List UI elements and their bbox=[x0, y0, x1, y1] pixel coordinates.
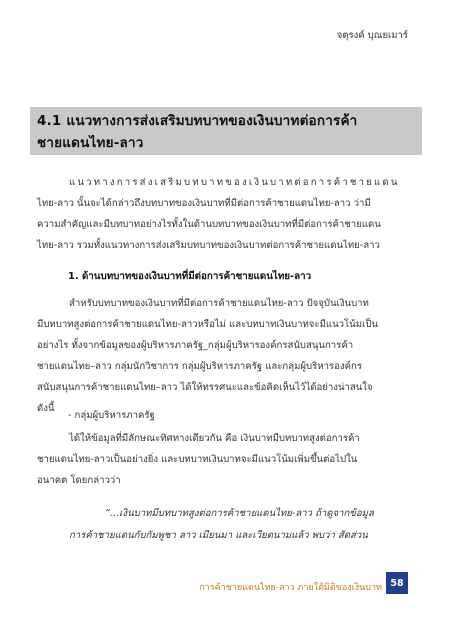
subsection-heading: 1. ด้านบทบาทของเงินบาทที่มีต่อการค้าชายแดนไทย-ลาว bbox=[68, 271, 312, 282]
intro-line-4: ไทย-ลาว รวมทั้งแนวทางการส่งเสริมบทบาทของเงินบาทต่อการค้าชายแดนไทย-ลาว bbox=[37, 240, 380, 251]
group-bullet: - กลุ่มผู้บริหารภาครัฐ bbox=[68, 410, 155, 421]
quote-block bbox=[37, 503, 417, 547]
subsection-line-2: มีบทบาทสูงต่อการค้าชายแดนไทย-ลาวหรือไม่ และบทบาทเงินบาทจะมีแนวโน้มเป็น bbox=[37, 319, 378, 330]
subsection-line-5: สนับสนุนการค้าชายแดนไทย–ลาว ได้ให้ทรรศนะและข้อคิดเห็นไว้ได้อย่างน่าสนใจ bbox=[37, 382, 373, 393]
subsection-line-4: ชายแดนไทย–ลาว กลุ่มนักวิชาการ กลุ่มผู้บริหารภาครัฐ และกลุ่มผู้บริหารองค์กร bbox=[37, 361, 362, 372]
subsection-paragraph bbox=[37, 293, 417, 419]
intro-paragraph bbox=[37, 172, 417, 256]
group-line-1: ได้ให้ข้อมูลที่มีลักษณะทิศทางเดียวกัน คือ เงินบาทมีบทบาทสูงต่อการค้า bbox=[69, 433, 360, 444]
group-line-3: อนาคต โดยกล่าวว่า bbox=[37, 475, 121, 486]
intro-line-3: ความสำคัญและมีบทบาทอย่างไรทั้งในด้านบทบาทของเงินบาทที่มีต่อการค้าชายแดน bbox=[37, 219, 381, 230]
page-number-badge bbox=[386, 572, 408, 594]
group-line-2: ชายแดนไทย-ลาวเป็นอย่างยิ่ง และบทบาทเงินบาทจะมีแนวโน้มเพิ่มขึ้นต่อไปใน bbox=[37, 454, 358, 465]
quote-line-2: การค้าชายแดนกับกัมพูชา ลาว เมียนมา และเวียดนามแล้ว พบว่า สัดส่วน bbox=[69, 530, 368, 541]
intro-line-2: ไทย-ลาว นั้นจะได้กล่าวถึงบทบาทของเงินบาทที่มีต่อการค้าชายแดนไทย-ลาว ว่ามี bbox=[37, 198, 371, 209]
intro-line-1: แนวทางการส่งเสริมบทบาทของเงินบาทต่อการค้าชายแดน bbox=[69, 177, 400, 188]
footer-title: การค้าชายแดนไทย-ลาว ภายใต้มิติของเงินบาท bbox=[199, 583, 382, 593]
section-title-line-1: 4.1 แนวทางการส่งเสริมบทบาทของเงินบาทต่อการค้า bbox=[37, 113, 358, 129]
subsection-line-3: อย่างไร ทั้งจากข้อมูลของผู้บริหารภาครัฐ_กลุ่มผู้บริหารองค์กรสนับสนุนการค้า bbox=[37, 340, 354, 351]
section-title bbox=[37, 110, 417, 154]
quote-line-1: “...เงินบาทมีบทบาทสูงต่อการค้าชายแดนไทย-ลาว ถ้าดูจากข้อมูล bbox=[105, 508, 374, 519]
group-paragraph bbox=[37, 428, 417, 491]
author-name: จตุรงค์ บุณยเมาร์ bbox=[336, 30, 408, 41]
page-number: 58 bbox=[390, 577, 404, 589]
subsection-line-6: ดังนี้ bbox=[37, 403, 55, 414]
subsection-line-1: สำหรับบทบาทของเงินบาทที่มีต่อการค้าชายแดนไทย-ลาว ปัจจุบันเงินบาท bbox=[69, 298, 369, 309]
section-title-line-2: ชายแดนไทย-ลาว bbox=[37, 135, 144, 151]
